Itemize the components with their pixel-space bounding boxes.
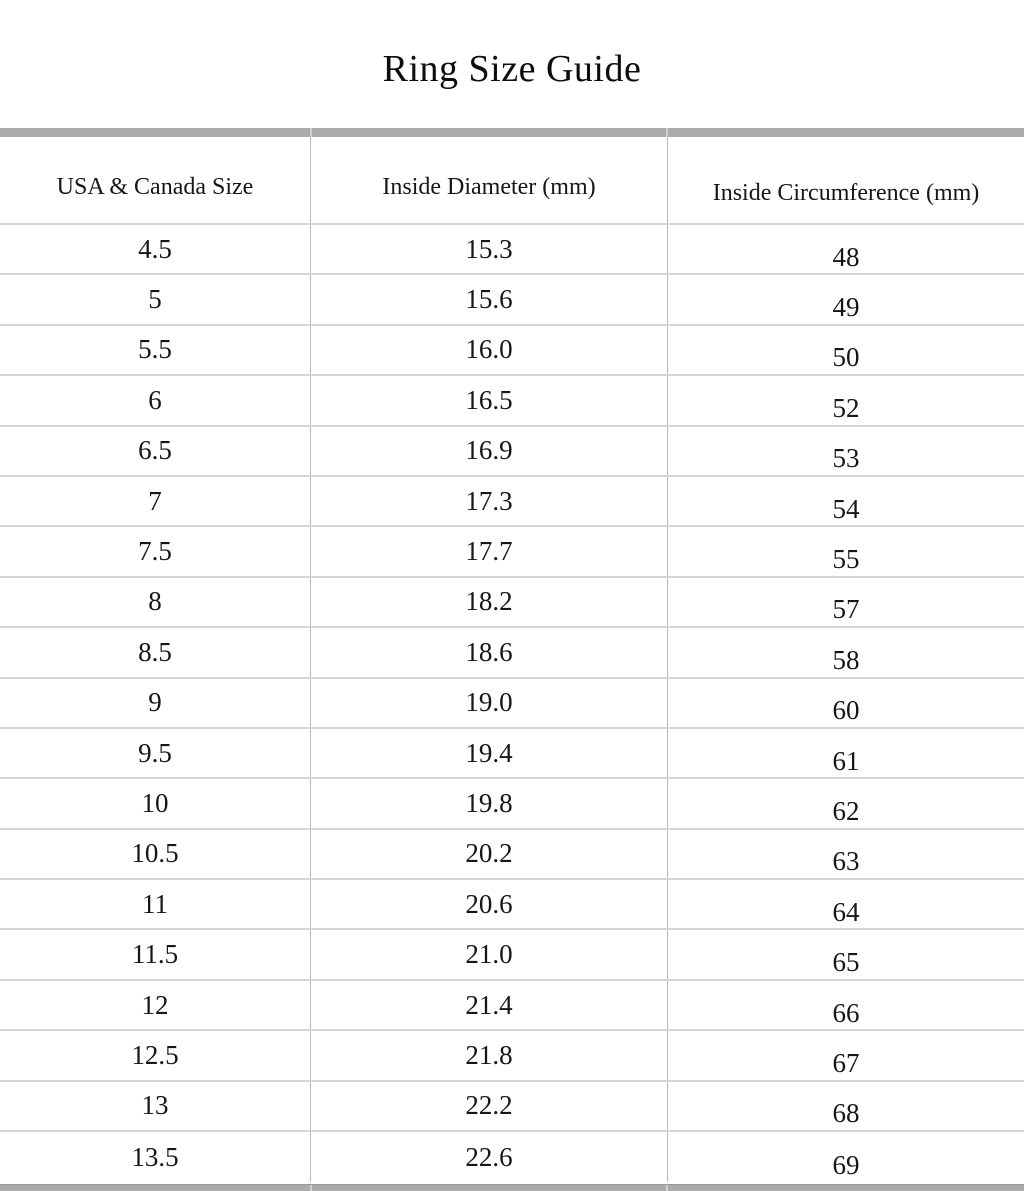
table-row	[0, 477, 1024, 527]
table-row	[0, 779, 1024, 829]
table-row	[0, 578, 1024, 628]
cell-inside-circumference: 69	[832, 1149, 860, 1180]
cell-usa-canada-size: 8	[0, 578, 311, 626]
cell-inside-circumference: 53	[832, 443, 860, 474]
cell-inside-diameter: 18.2	[311, 578, 668, 626]
cell-inside-circumference: 64	[832, 896, 860, 927]
cell-usa-canada-size: 9	[0, 679, 311, 727]
column-header-inside-circumference: Inside Circumference (mm)	[712, 179, 980, 206]
cell-usa-canada-size: 9.5	[0, 729, 311, 777]
page-header	[0, 0, 1024, 128]
cell-inside-circumference: 58	[832, 644, 860, 675]
column-header-usa-canada-size: USA & Canada Size	[0, 137, 311, 223]
table-header-row	[0, 137, 1024, 223]
ring-size-table	[0, 137, 1024, 1182]
cell-inside-circumference: 67	[832, 1047, 860, 1078]
cell-inside-circumference: 63	[832, 846, 860, 877]
cell-inside-diameter: 19.0	[311, 679, 668, 727]
cell-usa-canada-size: 10	[0, 779, 311, 827]
table-body	[0, 223, 1024, 1182]
cell-inside-circumference: 52	[832, 392, 860, 423]
cell-inside-circumference: 68	[832, 1098, 860, 1129]
table-row	[0, 1031, 1024, 1081]
table-row	[0, 628, 1024, 678]
cell-usa-canada-size: 6	[0, 376, 311, 424]
cell-inside-diameter: 19.4	[311, 729, 668, 777]
cell-inside-circumference: 61	[832, 745, 860, 776]
cell-inside-diameter: 15.3	[311, 225, 668, 273]
cell-inside-circumference: 65	[832, 947, 860, 978]
cell-inside-diameter: 17.3	[311, 477, 668, 525]
table-row	[0, 830, 1024, 880]
column-divider-notch	[310, 128, 312, 137]
cell-inside-circumference: 48	[832, 241, 860, 272]
cell-inside-diameter: 20.6	[311, 880, 668, 928]
cell-usa-canada-size: 12.5	[0, 1031, 311, 1079]
cell-inside-diameter: 16.0	[311, 326, 668, 374]
cell-inside-diameter: 15.6	[311, 275, 668, 323]
table-row	[0, 729, 1024, 779]
table-row	[0, 427, 1024, 477]
table-row	[0, 1132, 1024, 1182]
cell-usa-canada-size: 5	[0, 275, 311, 323]
cell-usa-canada-size: 6.5	[0, 427, 311, 475]
cell-inside-diameter: 21.8	[311, 1031, 668, 1079]
top-divider-bar	[0, 128, 1024, 137]
cell-usa-canada-size: 7.5	[0, 527, 311, 575]
cell-inside-circumference: 50	[832, 342, 860, 373]
cell-inside-diameter: 22.6	[311, 1132, 668, 1182]
table-row	[0, 527, 1024, 577]
cell-inside-diameter: 17.7	[311, 527, 668, 575]
cell-inside-diameter: 16.5	[311, 376, 668, 424]
bottom-divider-bar	[0, 1184, 1024, 1191]
column-divider-notch	[310, 1185, 312, 1191]
table-row	[0, 376, 1024, 426]
cell-usa-canada-size: 7	[0, 477, 311, 525]
column-header-inside-diameter: Inside Diameter (mm)	[311, 137, 668, 223]
cell-inside-circumference: 66	[832, 997, 860, 1028]
cell-inside-diameter: 22.2	[311, 1082, 668, 1130]
cell-inside-diameter: 18.6	[311, 628, 668, 676]
table-row	[0, 981, 1024, 1031]
table-row	[0, 1082, 1024, 1132]
cell-usa-canada-size: 10.5	[0, 830, 311, 878]
cell-usa-canada-size: 12	[0, 981, 311, 1029]
cell-usa-canada-size: 11.5	[0, 930, 311, 978]
cell-inside-diameter: 20.2	[311, 830, 668, 878]
column-divider-notch	[666, 128, 668, 137]
cell-inside-circumference: 62	[832, 795, 860, 826]
table-row	[0, 930, 1024, 980]
cell-usa-canada-size: 5.5	[0, 326, 311, 374]
cell-inside-diameter: 16.9	[311, 427, 668, 475]
table-row	[0, 326, 1024, 376]
cell-inside-circumference: 54	[832, 493, 860, 524]
table-row	[0, 679, 1024, 729]
table-row	[0, 275, 1024, 325]
cell-inside-circumference: 49	[832, 292, 860, 323]
cell-usa-canada-size: 8.5	[0, 628, 311, 676]
cell-inside-circumference: 57	[832, 594, 860, 625]
column-divider-notch	[666, 1185, 668, 1191]
cell-inside-circumference: 60	[832, 695, 860, 726]
cell-inside-diameter: 21.0	[311, 930, 668, 978]
cell-inside-circumference: 55	[832, 544, 860, 575]
page-title: Ring Size Guide	[382, 48, 642, 90]
cell-usa-canada-size: 13.5	[0, 1132, 311, 1182]
cell-inside-diameter: 19.8	[311, 779, 668, 827]
table-row	[0, 880, 1024, 930]
cell-inside-diameter: 21.4	[311, 981, 668, 1029]
table-row	[0, 225, 1024, 275]
cell-usa-canada-size: 13	[0, 1082, 311, 1130]
cell-usa-canada-size: 4.5	[0, 225, 311, 273]
cell-usa-canada-size: 11	[0, 880, 311, 928]
